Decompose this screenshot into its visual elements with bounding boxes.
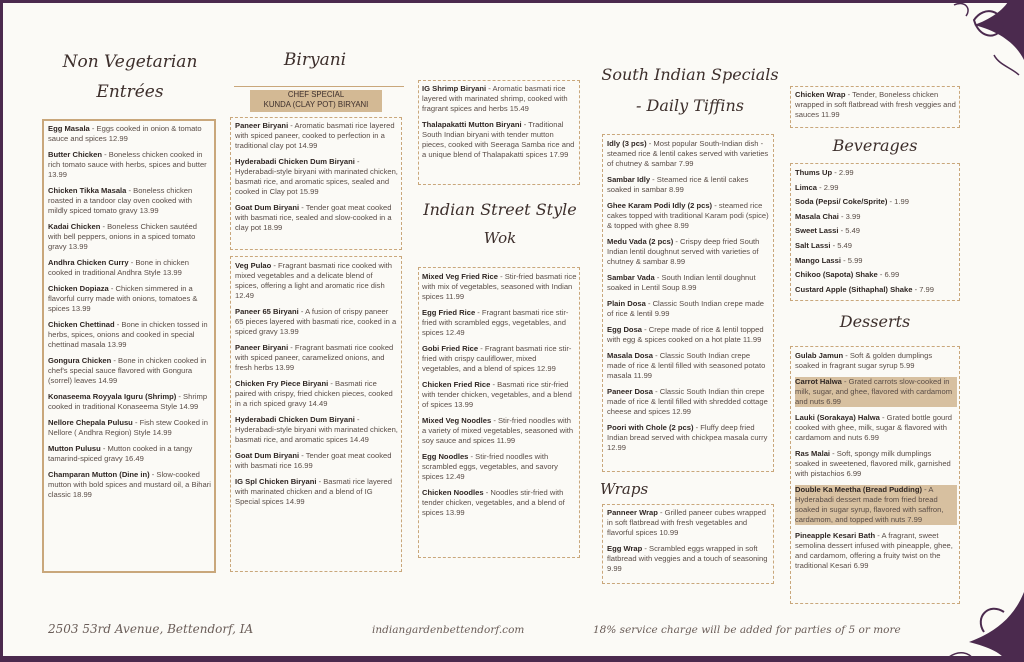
menu-item-description: - Chicken simmered in a flavorful curry made with onions, tomatoes & spices 13.99: [48, 284, 198, 313]
menu-item: [422, 272, 577, 302]
menu-item-description: - Fragrant basmati rice stir-fried with crispy cauliflower, mixed vegetables, and a blend of spices 12.99: [422, 344, 572, 373]
menu-item-name: Panneer Wrap: [607, 508, 658, 517]
menu-item: [235, 477, 398, 507]
non-veg-title-line2: Entrées: [96, 82, 164, 102]
beverages-title: Beverages: [832, 136, 918, 155]
menu-item-name: Nellore Chepala Pulusu: [48, 418, 133, 427]
menu-item-name: Konaseema Royyala Iguru (Shrimp): [48, 392, 177, 401]
menu-item-name: Andhra Chicken Curry: [48, 258, 129, 267]
footer-service-note: 18% service charge will be added for parties of 5 or more: [593, 624, 901, 636]
menu-item-description: - Tender, Boneless chicken wrapped in soft flatbread with fresh veggies and sauces 11.99: [795, 90, 956, 119]
menu-item-description: - Basmati rice paired with crispy, fried chicken pieces, cooked in a rich spiced gravy 14.49: [235, 379, 393, 408]
menu-item: [795, 197, 957, 207]
menu-item: [607, 508, 771, 538]
menu-item: [795, 256, 957, 266]
menu-item: [422, 344, 577, 374]
menu-item: [48, 320, 212, 350]
menu-item-description: - Boneless chicken roasted in a tandoor clay oven cooked with mildly spiced tomato gravy 13.99: [48, 186, 193, 215]
menu-item-name: Paneer Biryani: [235, 343, 289, 352]
menu-item: [607, 423, 771, 453]
menu-item-name: Gongura Chicken: [48, 356, 112, 365]
menu-item-description: - 5.99: [841, 255, 863, 265]
menu-item: [795, 90, 957, 120]
menu-item-description: - Hyderabadi-style biryani with marinated chicken, basmati rice, and aromatic spices 14.49: [235, 415, 398, 444]
biryani-title: Biryani: [283, 50, 347, 70]
menu-item: [48, 150, 212, 180]
menu-item: [48, 186, 212, 216]
menu-item-name: Paneer 65 Biryani: [235, 307, 299, 316]
menu-item-name: Poori with Chole (2 pcs): [607, 423, 694, 432]
menu-item-name: Chicken Fry Piece Biryani: [235, 379, 329, 388]
menu-item: [48, 222, 212, 252]
menu-item-description: - Stir-fried noodles with scrambled eggs, vegetables, and savory spices 12.49: [422, 452, 558, 481]
menu-item-name: Masala Chai: [795, 211, 839, 221]
menu-item: [48, 356, 212, 386]
menu-item-name: Custard Apple (Sithaphal) Shake: [795, 284, 913, 294]
menu-item-description: - 3.99: [838, 211, 861, 221]
menu-item: [48, 124, 212, 144]
menu-item-description: - Tender goat meat cooked with basmati rice 16.99: [235, 451, 392, 470]
menu-item: [422, 84, 577, 114]
menu-item-description: - Boneless Chicken sautéed with bell peppers, onions in a spiced tomato gravy 13.99: [48, 222, 198, 251]
menu-item-name: Idly (3 pcs): [607, 139, 647, 148]
menu-item-name: Chicken Wrap: [795, 90, 846, 99]
menu-item-description: - Eggs cooked in onion & tomato sauce and spices 12.99: [48, 124, 202, 143]
menu-item-description: - A fusion of crispy paneer 65 pieces layered with basmati rice, cooked in a spiced gravy 13.99: [235, 307, 397, 336]
menu-item-name: Soda (Pepsi/ Coke/Sprite): [795, 197, 888, 207]
menu-item-name: Mixed Veg Noodles: [422, 416, 492, 425]
menu-item-name: Veg Pulao: [235, 261, 272, 270]
wok-list: [422, 272, 577, 524]
menu-item: [235, 379, 398, 409]
menu-item-description: - Stir-fried basmati rice with mix of vegetables, seasoned with Indian spices 11.99: [422, 272, 577, 301]
corner-ornament-top-icon: [934, 0, 1024, 90]
menu-item: [607, 273, 771, 293]
menu-item-name: Mixed Veg Fried Rice: [422, 272, 498, 281]
menu-item: [607, 237, 771, 267]
menu-item-description: - Fluffy deep fried Indian bread served with chickpea masala curry 12.99: [607, 423, 768, 452]
menu-item-name: Sambar Idly: [607, 175, 651, 184]
menu-item-description: - 7.99: [912, 284, 934, 294]
street-title-line1: Indian Street Style: [423, 200, 577, 219]
menu-item-description: - Shrimp cooked in traditional Konaseema Style 14.99: [48, 392, 208, 411]
non-veg-title-line1: Non Vegetarian: [62, 52, 198, 72]
menu-item-description: - A fragrant, sweet semolina dessert infused with pineapple, ghee, and cardamom, offering a fruity twist on the traditional Kesari 6.99: [795, 531, 953, 570]
menu-item-name: Sweet Lassi: [795, 226, 839, 236]
menu-item-description: - Crispy deep fried South Indian lentil doughnut served with varieties of chutney & sambar 8.99: [607, 237, 760, 266]
menu-item: [795, 531, 957, 571]
menu-item: [795, 241, 957, 251]
menu-item: [795, 485, 957, 525]
menu-item-description: - Classic South Indian thin crepe made of rice & lentil filled with shredded cottage cheese and spices 12.99: [607, 387, 768, 416]
non-veg-title: [55, 52, 205, 102]
menu-item-description: - Classic South Indian crepe made of rice & lentil 9.99: [607, 299, 765, 318]
menu-item-description: - Traditional South Indian biryani with tender mutton pieces, cooked with Seeraga Samba rice and a unique blend of Thalapakatti spices 17.99: [422, 120, 575, 159]
menu-item-description: - Soft & golden dumplings soaked in fragrant sugar syrup 5.99: [795, 351, 933, 370]
menu-item-description: - 2.99: [832, 168, 854, 177]
menu-item: [422, 416, 577, 446]
menu-item: [607, 544, 771, 574]
menu-item-name: Kadai Chicken: [48, 222, 101, 231]
south-title-line2: - Daily Tiffins: [636, 96, 744, 115]
biryani-more-list: [422, 84, 577, 166]
menu-item-name: Chikoo (Sapota) Shake: [795, 270, 878, 280]
menu-item: [795, 168, 957, 178]
menu-item-name: Champaran Mutton (Dine in): [48, 470, 150, 479]
frame-bottom: [0, 656, 1024, 662]
menu-item-name: Ghee Karam Podi Idly (2 pcs): [607, 201, 713, 210]
menu-item: [235, 343, 398, 373]
menu-item-name: Ras Malai: [795, 449, 831, 458]
menu-item-description: - Boneless chicken cooked in rich tomato sauce with herbs, spices and butter 13.99: [48, 150, 207, 179]
menu-item-name: Sambar Vada: [607, 273, 655, 282]
menu-item-name: Thums Up: [795, 168, 833, 177]
menu-item-name: Thalapakatti Mutton Biryani: [422, 120, 522, 129]
desserts-list: [795, 351, 957, 577]
menu-item-description: - 5.49: [830, 240, 852, 250]
menu-item-description: - Hyderabadi-style biryani with marinated chicken, basmati rice, and aromatic spices, sealed and cooked in Clay pot 15.99: [235, 157, 398, 196]
menu-item: [235, 415, 398, 445]
biryani-rule: [234, 86, 404, 87]
menu-item-description: - Mutton cooked in a tangy tamarind-spiced gravy 16.49: [48, 444, 193, 463]
menu-item: [48, 258, 212, 278]
menu-item: [235, 307, 398, 337]
south-list: [607, 139, 771, 459]
menu-item: [48, 444, 212, 464]
menu-item: [795, 212, 957, 222]
menu-item-name: Hyderabadi Chicken Dum Biryani: [235, 415, 355, 424]
menu-item-name: IG Shrimp Biryani: [422, 84, 487, 93]
non-veg-list: [48, 124, 212, 506]
menu-item: [795, 226, 957, 236]
menu-item-description: - Fragrant basmati rice stir-fried with scrambled eggs, vegetables, and spices 12.49: [422, 308, 569, 337]
south-title: [600, 65, 780, 115]
menu-item-name: Egg Noodles: [422, 452, 469, 461]
frame-left: [0, 0, 3, 662]
menu-item: [48, 470, 212, 500]
menu-item-description: - Aromatic basmati rice layered with marinated shrimp, cooked with fragrant spices and herbs 15.49: [422, 84, 568, 113]
menu-item-name: Egg Fried Rice: [422, 308, 476, 317]
wraps-title: Wraps: [600, 480, 649, 498]
menu-item-name: Gulab Jamun: [795, 351, 844, 360]
menu-item-description: - Aromatic basmati rice layered with spiced paneer, cooked to perfection in a traditional clay pot 14.99: [235, 121, 395, 150]
menu-item-name: Medu Vada (2 pcs): [607, 237, 674, 246]
menu-item-name: Double Ka Meetha (Bread Pudding): [795, 485, 922, 494]
menu-item-name: Paneer Dosa: [607, 387, 654, 396]
footer-website[interactable]: indiangardenbettendorf.com: [372, 624, 525, 636]
menu-item: [607, 175, 771, 195]
menu-item-description: - Grated carrots slow-cooked in milk, sugar, and ghee, flavored with cardamom and nuts 6.99: [795, 377, 953, 406]
menu-item-description: - Soft, spongy milk dumplings soaked in sweetened, flavored milk, garnished with pistachios 6.99: [795, 449, 951, 478]
menu-item-name: Chicken Noodles: [422, 488, 484, 497]
desserts-title: Desserts: [839, 312, 911, 331]
menu-item-name: Chicken Tikka Masala: [48, 186, 127, 195]
menu-item-description: - Bone in chicken tossed in herbs, spices, onions and cooked in special chettinad masala 13.99: [48, 320, 208, 349]
menu-item: [422, 452, 577, 482]
menu-item: [607, 299, 771, 319]
frame-top: [0, 0, 1024, 3]
menu-item-description: - Scrambled eggs wrapped in soft flatbread with veggies and a touch of seasoning 9.99: [607, 544, 768, 573]
menu-item-name: Limca: [795, 182, 817, 192]
menu-item-description: - Classic South Indian crepe made of rice & lentil filled with seasoned potato masala 11.99: [607, 351, 766, 380]
menu-item: [422, 120, 577, 160]
menu-item: [795, 183, 957, 193]
wraps-more-list: [795, 90, 957, 126]
menu-item-name: Carrot Halwa: [795, 377, 842, 386]
menu-item-name: Hyderabadi Chicken Dum Biryani: [235, 157, 355, 166]
menu-item-name: IG Spl Chicken Biryani: [235, 477, 317, 486]
menu-item-description: - Bone in chicken cooked in chef's special sauce flavored with Gongura (sorrel) leaves 14.99: [48, 356, 207, 385]
menu-item-description: - Most popular South-Indian dish - steamed rice & lentil cakes served with varieties of chutney & sambar 7.99: [607, 139, 769, 168]
menu-item: [422, 380, 577, 410]
menu-item: [235, 157, 398, 197]
menu-item: [795, 351, 957, 371]
menu-item-name: Masala Dosa: [607, 351, 654, 360]
menu-item-description: - 6.99: [877, 270, 900, 280]
menu-item: [795, 413, 957, 443]
south-title-line1: South Indian Specials: [601, 65, 779, 84]
biryani-list: [235, 261, 398, 513]
menu-item-name: Chicken Fried Rice: [422, 380, 491, 389]
menu-item-description: - steamed rice cakes topped with traditional Karam podi (spice) & topped with ghee 8.99: [607, 201, 769, 230]
beverages-list: [795, 168, 957, 299]
menu-item-name: Salt Lassi: [795, 240, 831, 250]
menu-item-description: - Grated bottle gourd cooked with ghee, milk, sugar & flavored with cardamom and nuts 6.99: [795, 413, 953, 442]
menu-item: [235, 121, 398, 151]
menu-item-name: Paneer Biryani: [235, 121, 289, 130]
menu-item-description: - A Hyderabadi dessert made from fried bread soaked in sugar syrup, flavored with saffron, cardamom, and topped with nuts 7.99: [795, 485, 944, 524]
menu-item: [48, 418, 212, 438]
menu-item: [607, 139, 771, 169]
menu-item-description: - Slow-cooked mutton with bold spices and mustard oil, a Bihari classic 18.99: [48, 470, 211, 499]
menu-item: [422, 308, 577, 338]
menu-item-description: - Noodles stir-fried with tender chicken, vegetables, and a blend of spices 13.99: [422, 488, 565, 517]
menu-item-description: - Tender goat meat cooked with basmati rice, sealed and slow-cooked in a clay pot 18.99: [235, 203, 392, 232]
chef-special-line2: KUNDA (CLAY POT) BIRYANI: [263, 100, 369, 109]
menu-item-name: Egg Dosa: [607, 325, 643, 334]
menu-item-name: Goat Dum Biryani: [235, 451, 300, 460]
menu-item: [235, 261, 398, 301]
menu-item-name: Lauki (Sorakaya) Halwa: [795, 413, 880, 422]
menu-item-name: Chicken Dopiaza: [48, 284, 109, 293]
menu-item-name: Plain Dosa: [607, 299, 646, 308]
menu-item-description: - Fragrant basmati rice cooked with mixed vegetables and a delicate blend of spices, offering a light and aromatic rice dish 12.49: [235, 261, 392, 300]
menu-item-description: - Bone in chicken cooked in traditional Andhra Style 13.99: [48, 258, 189, 277]
menu-item: [48, 284, 212, 314]
street-title: [420, 200, 580, 247]
menu-item-name: Chicken Chettinad: [48, 320, 115, 329]
menu-item: [795, 270, 957, 280]
menu-item-description: - Grilled paneer cubes wrapped in soft flatbread with fresh vegetables and flavorful spices 10.99: [607, 508, 766, 537]
menu-item-description: - Crepe made of rice & lentil topped with egg & spices cooked on a hot plate 11.99: [607, 325, 764, 344]
menu-item-name: Egg Wrap: [607, 544, 643, 553]
menu-item-description: - Basmati rice stir-fried with tender chicken, vegetables, and a blend of spices 13.99: [422, 380, 572, 409]
menu-item-name: Goat Dum Biryani: [235, 203, 300, 212]
menu-item: [607, 325, 771, 345]
wraps-list: [607, 508, 771, 580]
menu-item-description: - 5.49: [838, 226, 861, 236]
menu-item: [48, 392, 212, 412]
menu-item-name: Pineapple Kesari Bath: [795, 531, 876, 540]
menu-item-description: - Basmati rice layered with marinated chicken and a blend of IG Special spices 14.99: [235, 477, 392, 506]
menu-item-description: - 1.99: [887, 197, 909, 207]
menu-item: [235, 203, 398, 233]
menu-item-name: Mutton Pulusu: [48, 444, 101, 453]
menu-item-description: - Steamed rice & lentil cakes soaked in sambar 8.99: [607, 175, 749, 194]
menu-item: [422, 488, 577, 518]
menu-item: [607, 201, 771, 231]
menu-item-description: - Stir-fried noodles with a variety of mixed vegetables, seasoned with soy sauce and spices 11.99: [422, 416, 574, 445]
chef-special-line1: CHEF SPECIAL: [287, 90, 345, 99]
menu-item: [607, 351, 771, 381]
menu-item-description: - South Indian lentil doughnut soaked in Lentil Soup 8.99: [607, 273, 756, 292]
menu-item-name: Egg Masala: [48, 124, 90, 133]
menu-item: [795, 449, 957, 479]
menu-item-name: Butter Chicken: [48, 150, 103, 159]
street-title-line2: Wok: [483, 229, 517, 247]
menu-item: [795, 285, 957, 295]
menu-item: [607, 387, 771, 417]
menu-item-name: Gobi Fried Rice: [422, 344, 479, 353]
footer-address: 2503 53rd Avenue, Bettendorf, IA: [48, 622, 254, 636]
menu-item-description: - 2.99: [816, 182, 839, 192]
menu-item-name: Mango Lassi: [795, 255, 841, 265]
menu-item: [795, 377, 957, 407]
menu-item: [235, 451, 398, 471]
chef-special-banner: [250, 90, 382, 112]
menu-item-description: - Fish stew Cooked in Nellore ( Andhra Region) Style 14.99: [48, 418, 208, 437]
menu-item-description: - Fragrant basmati rice cooked with spiced paneer, caramelized onions, and fresh herbs 13.99: [235, 343, 394, 372]
clay-biryani-list: [235, 121, 398, 239]
